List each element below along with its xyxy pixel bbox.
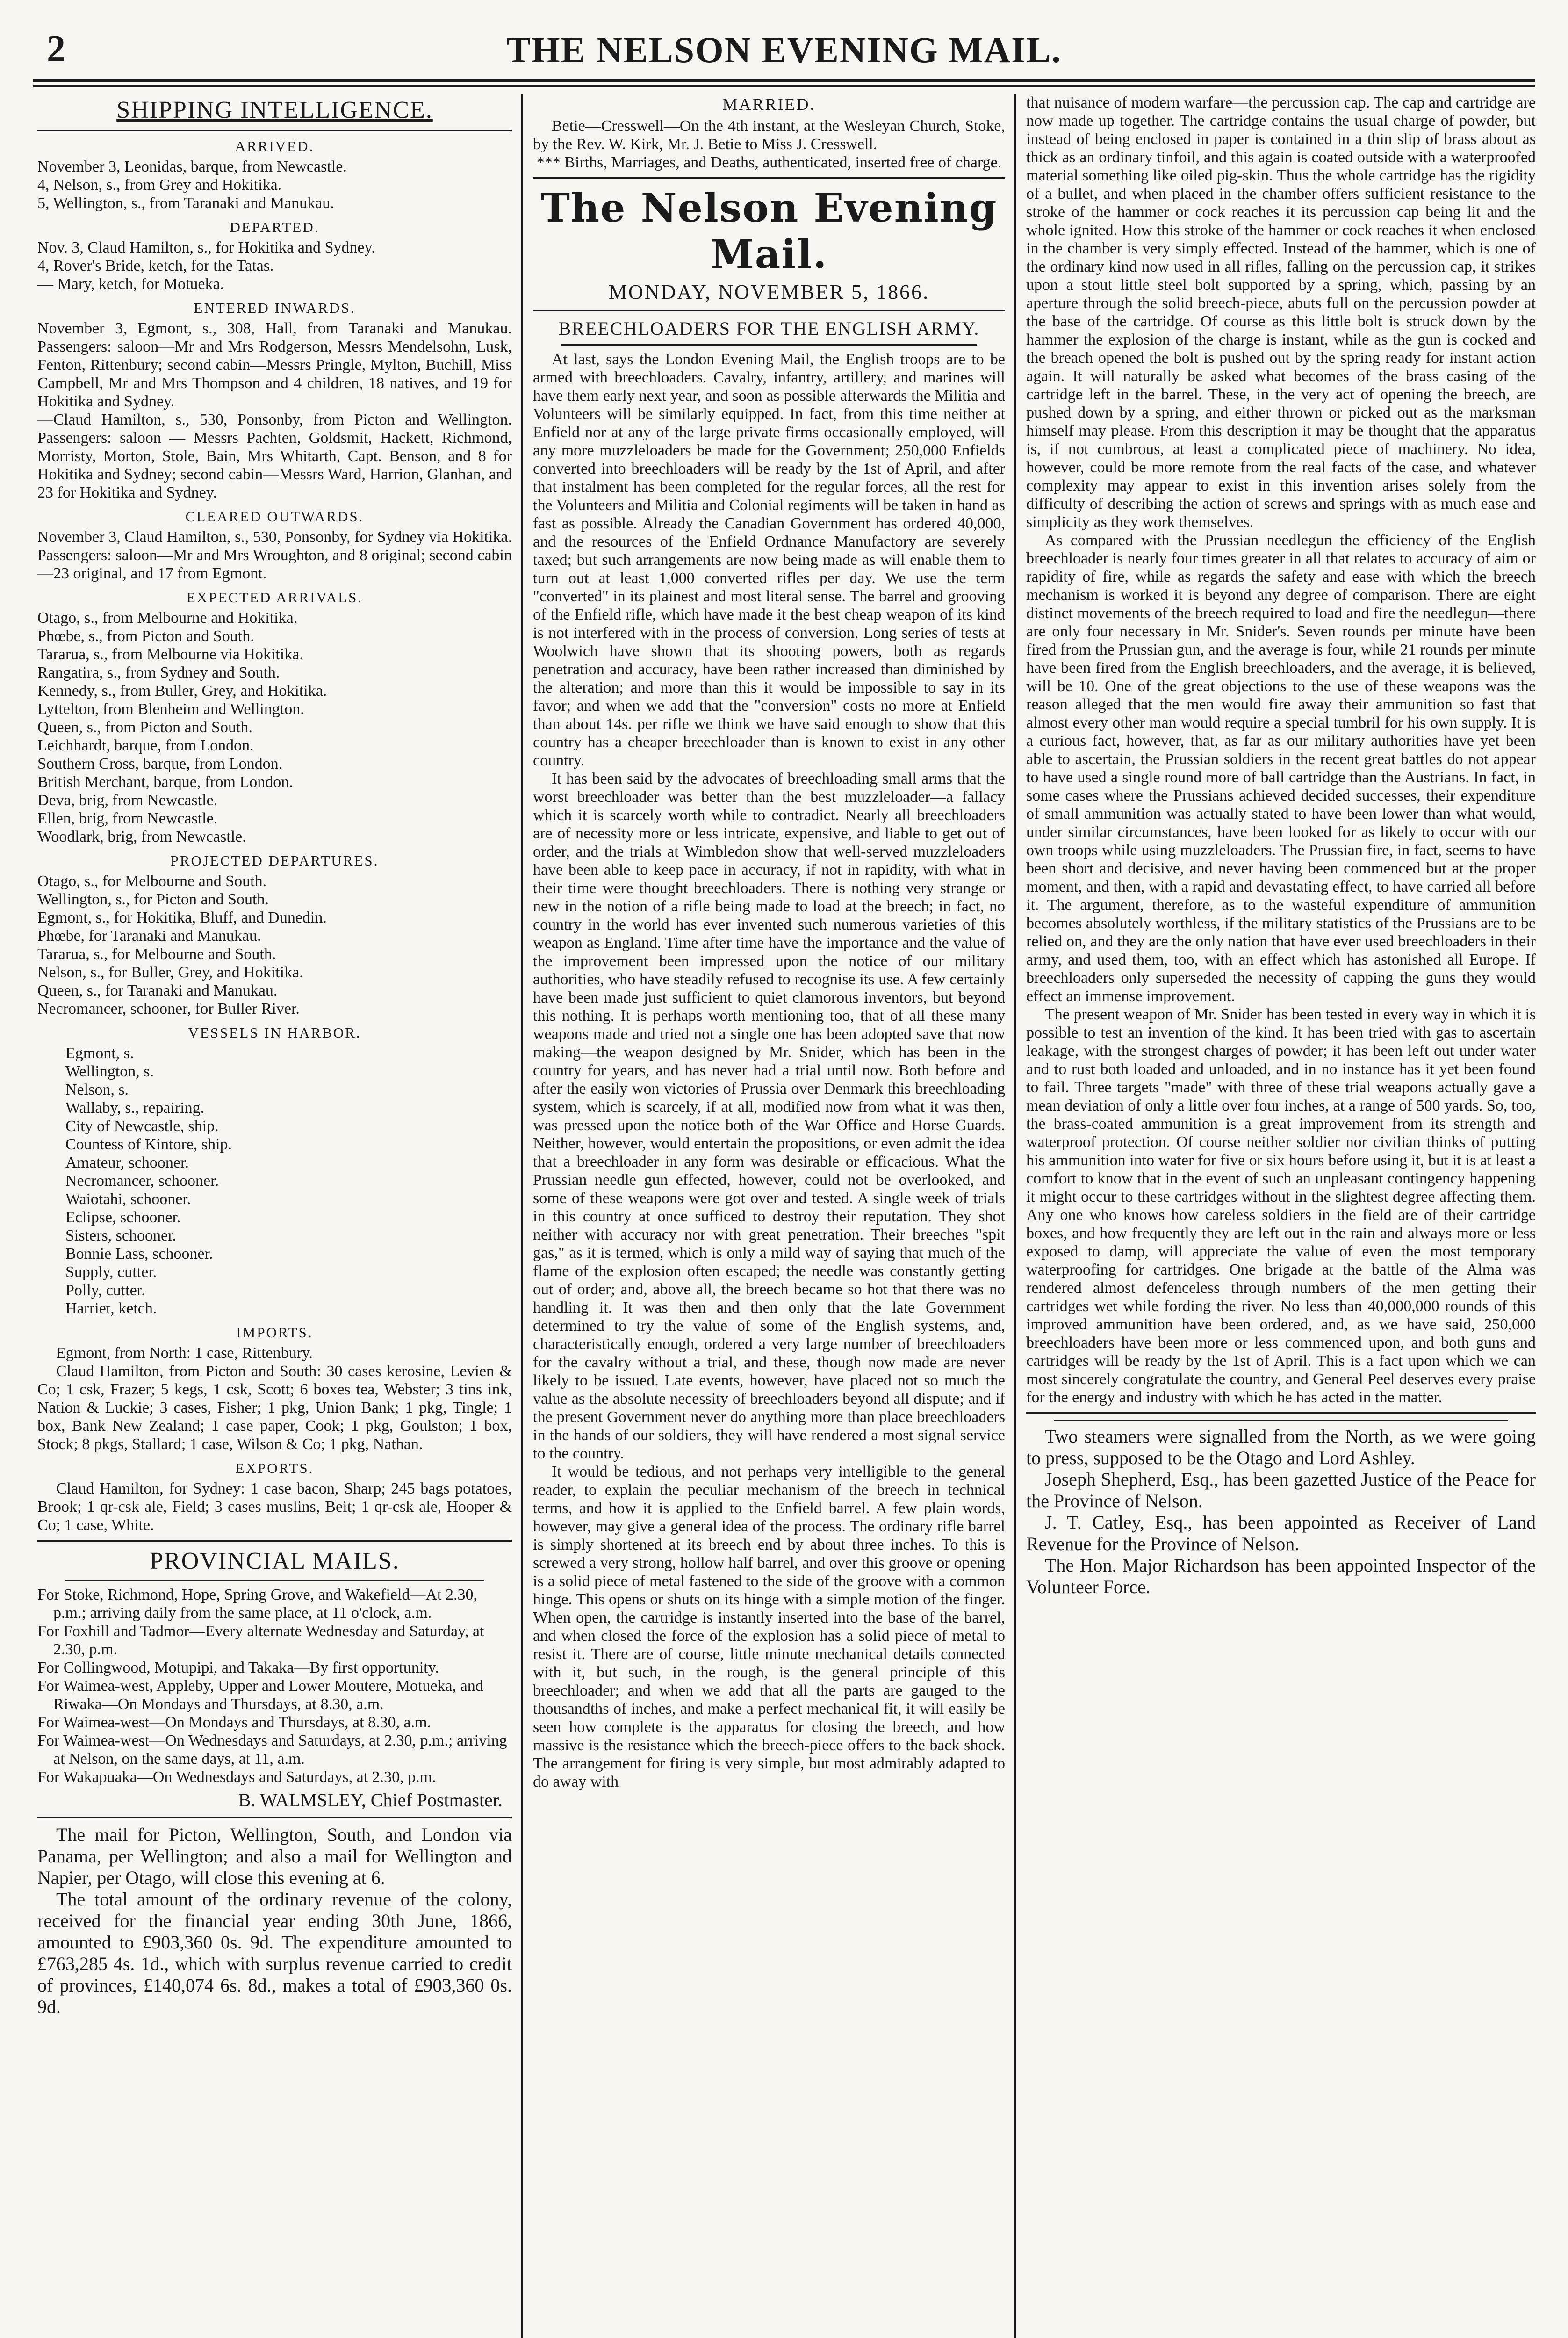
list-item: Queen, s., from Picton and South. <box>37 719 252 736</box>
divider <box>1026 1412 1536 1414</box>
divider <box>37 130 512 131</box>
cleared-heading: CLEARED OUTWARDS. <box>185 508 364 525</box>
list-item: 5, Wellington, s., from Taranaki and Manukau. <box>37 195 334 212</box>
list-item: Waiotahi, schooner. <box>65 1191 191 1208</box>
article-paragraph: As compared with the Prussian needlegun the efficiency of the English breechloader is nearly four times greater in all that relates to accuracy of aim or rapidity of fire, while as regards the safety and ease with which the breech mechanism is worked it is beyond any degree of comparison. There are eight distinct movements of the breech required to load and fire the needlegun—there are only four necessary in Mr. Snider's. Seven rounds per minute have been fired from the Prussian gun, and the average is four, while 21 rounds per minute have been fired from the English breechloaders, and the average, it is believed, will be 10. One of the great objections to the use of these weapons was the reason alleged that the men would fire away their ammunition so fast that almost every other man would require a special tumbril for his own supply. It is a curious fact, however, that, as far as our military authorities have yet been able to ascertain, the Prussian soldiers in the recent great battles do not appear to have used a single round more of ball cartridge than the Austrians. In fact, in some cases where the Prussians achieved decided successes, their expenditure of small ammunition was actually stated to have been lower than what would, under similar circumstances, have been looked for as likely to occur with our own troops while using muzzleloaders. The Prussian fire, in fact, seems to have been short and decisive, and never having been commenced but at the proper moment, and then, with a rapid and devastating effect, to have carried all before it. The argument, therefore, as to the wasteful expenditure of ammunition becomes absolutely worthless, if the military statistics of the Prussians are to be relied on, and they are the only nation that have ever used breechloaders in their army, and used them, too, with an effect which has astonished all Europe. If breechloaders only superseded the necessity of capping the guns they would effect an immense improvement. <box>1026 532 1536 1005</box>
divider <box>533 177 1005 179</box>
list-item: Nov. 3, Claud Hamilton, s., for Hokitika and Sydney. <box>37 239 375 256</box>
list-item: Nelson, s., for Buller, Grey, and Hokitika. <box>37 964 303 981</box>
projected-list <box>37 872 512 1018</box>
list-item: For Wakapuaka—On Wednesdays and Saturdays, at 2.30, p.m. <box>37 1768 436 1786</box>
list-item: For Foxhill and Tadmor—Every alternate Wednesday and Saturday, at 2.30, p.m. <box>37 1623 484 1658</box>
divider <box>37 1817 512 1818</box>
article-paragraph: The present weapon of Mr. Snider has been tested in every way in which it is possible to test an invention of the kind. It has been tried with gas to ascertain leakage, with the strongest charges of powder; it has been left out under water and to rust both loaded and unloaded, and in no instance has it yet been found to fail. Three targets "made" with three of these trial weapons actually gave a mean deviation of only a little over four inches, at a range of 500 yards. So, too, the brass-coated ammunition is a great improvement from its strength and waterproof protection. Of course neither soldier nor civilian thinks of putting his ammunition into water for five or six hours before using it, but it is at least a comfort to know that in the event of such an unpleasant contingency happening it might occur to these cartridges without in the slightest degree affecting them. Any one who knows how careless soldiers in the field are of their cartridge boxes, and how frequently they are left out in the rain and always more or less exposed to damp, will appreciate the value of even the most temporary waterproofing for cartridges. One brigade at the battle of the Alma was rendered almost defenceless through numbers of the men getting their cartridges wet while fording the river. No less than 40,000,000 rounds of this improved ammunition have been ordered, and, as we have said, 250,000 breechloaders have been more or less commenced upon, and both guns and cartridges will be ready by the 1st of April. This is a fact upon which we can most sincerely congratulate the country, and General Peel deserves every praise for the energy and industry with which he has acted in the matter. <box>1026 1006 1536 1406</box>
list-item: 4, Rover's Bride, ketch, for the Tatas. <box>37 257 274 274</box>
expected-list <box>37 609 512 846</box>
article-paragraph: It would be tedious, and not perhaps very intelligible to the general reader, to explain the peculiar mechanism of the breech in technical terms, and how it is applied to the Enfield barrel. A few plain words, however, may give a general idea of the process. The ordinary rifle barrel is simply shortened at its breech end by about three inches. To this is screwed a very strong, hollow half barrel, and over this groove or opening is a solid piece of metal fastened to the side of the groove with a common hinge. This opens or shuts on its hinge with a simple motion of the finger. When open, the cartridge is instantly inserted into the base of the barrel, and when closed the force of the explosion has a solid piece of metal to resist it. There are of course, little minute mechanical details connected with it, but such, in the rough, is the general principle of this breechloader; and when we add that all the parts are gauged to the thousandths of inches, and make a perfect mechanical fit, it will easily be seen how complete is the apparatus for closing the breech, and how massive is the resistance which the breech-piece offers to the back shock. The arrangement for firing is very simple, but most admirably adapted to do away with <box>533 1463 1005 1790</box>
vessels-heading: VESSELS IN HARBOR. <box>188 1025 361 1041</box>
departed-heading: DEPARTED. <box>230 219 320 235</box>
list-item: Egmont, s. <box>65 1045 134 1062</box>
list-item: Bonnie Lass, schooner. <box>65 1245 213 1263</box>
list-item: Eclipse, schooner. <box>65 1209 181 1226</box>
list-item: 4, Nelson, s., from Grey and Hokitika. <box>37 176 282 194</box>
header-rule <box>33 79 1535 82</box>
article-paragraph: that nuisance of modern warfare—the percussion cap. The cap and cartridge are now made up together. The cartridge contains the usual charge of powder, but instead of being enclosed in paper is contained in a thin slip of brass about as thick as an ordinary tinfoil, and this again is coated outside with a waterproofed material something like oiled pig-skin. Thus the whole cartridge has the rigidity of a bullet, and when placed in the chamber offers sufficient resistance to the stroke of the hammer or cock reaches it its percussion cap being lit and the whole ignited. How this stroke of the hammer or cock reaches it when enclosed in the chamber is very simply effected. Instead of the hammer, which is one of the ordinary kind now used in all rifles, falling on the percussion cap, it strikes upon a stout little steel bolt supported by a spring, which, passing by an aperture through the solid breech-piece, abuts full on the percussion powder at the base of the cartridge. Of course as this little bolt is struck down by the hammer the explosion of the charge is instant, while as the gun is cocked and the breach opened the bolt is pushed out by the spring ready for instant action again. It will naturally be asked what becomes of the brass casing of the cartridge left in the barrel. These, in the very act of opening the breech, are pushed down by a spring, and either thrown or picked out as the marksman himself may please. From this description it may be thought that the apparatus is, if not cumbrous, at least a complicated piece of machinery. No idea, however, could be more remote from the real facts of the case, and whatever complexity may appear to exist in this invention arises solely from the difficulty of describing the action of screws and springs with as much ease and simplicity as they work themselves. <box>1026 94 1536 531</box>
married-heading: MARRIED. <box>722 95 816 114</box>
list-item: Leichhardt, barque, from London. <box>37 737 254 754</box>
list-item: Ellen, brig, from Newcastle. <box>37 810 218 827</box>
list-item: Lyttelton, from Blenheim and Wellington. <box>37 700 304 718</box>
list-item: Wellington, s. <box>65 1063 154 1080</box>
article-paragraph: At last, says the London Evening Mail, the English troops are to be armed with breechloaders. Cavalry, infantry, artillery, and marines will have them early next year, and soon as possible afterwards the Militia and Volunteers will be similarly equipped. In fact, from this time neither at Enfield nor at any of the large private firms occasionally employed, will any more muzzleloaders be made for the Government; 250,000 Enfields converted into breechloaders will be ready by the 1st of April, and after that instalment has been completed for the regular forces, all the rest for the Volunteers and Militia and Colonial regiments will be taken in hand as fast as possible. Already the Canadian Government has ordered 40,000, and the resources of the Enfield Ordnance Manufactory are severely taxed; but such arrangements are now being made as will enable them to turn out at least 1,000 converted rifles per day. We use the term "converted" in its plainest and most literal sense. The barrel and grooving of the Enfield rifle, which have made it the best cheap weapon of its kind is not interfered with in the process of conversion. Long series of tests at Woolwich have shown that its shooting powers, both as regards penetration and accuracy, have been rather increased than diminished by the alteration; and more than this it would be impossible to say in its favor; and when we add that the "conversion" costs no more at Enfield than about 14s. per rifle we think we have said enough to show that this country has a cheaper breechloader than is known to exist in any other country. <box>533 351 1005 769</box>
list-item: Egmont, from North: 1 case, Rittenbury. <box>56 1344 313 1362</box>
news-item: The Hon. Major Richardson has been appointed Inspector of the Volunteer Force. <box>1026 1555 1536 1597</box>
list-item: Woodlark, brig, from Newcastle. <box>37 828 246 845</box>
list-item: Amateur, schooner. <box>65 1154 189 1171</box>
list-item: Supply, cutter. <box>65 1263 157 1281</box>
list-item: Necromancer, schooner. <box>65 1172 219 1190</box>
masthead-date: MONDAY, NOVEMBER 5, 1866. <box>608 281 930 303</box>
list-item: Wellington, s., for Picton and South. <box>37 891 269 908</box>
list-item: Egmont, s., for Hokitika, Bluff, and Dunedin. <box>37 909 327 926</box>
list-item: British Merchant, barque, from London. <box>37 773 293 791</box>
departed-list <box>37 238 512 293</box>
list-item: Tararua, s., for Melbourne and South. <box>37 945 276 963</box>
exports-heading: EXPORTS. <box>235 1460 314 1476</box>
projected-heading: PROJECTED DEPARTURES. <box>170 852 379 869</box>
list-item: Otago, s., for Melbourne and South. <box>37 873 267 890</box>
list-item: Harriet, ketch. <box>65 1300 157 1317</box>
news-item: The mail for Picton, Wellington, South, and London via Panama, per Wellington; and also a mail for Wellington and Napier, per Otago, will close this evening at 6. <box>37 1824 512 1888</box>
article-paragraph: It has been said by the advocates of breechloading small arms that the worst breechloader was better than the best muzzleloader—a fallacy which it is scarcely worth while to contradict. Nearly all breechloaders are of necessity more or less intricate, expensive, and liable to get out of order, and the trials at Wimbledon show that well-served muzzleloaders have been able to keep pace in accuracy, if not in rapidity, with what in their time were thought breechloaders. There is nothing very strange or new in the notion of a rifle being made to load at the breech; in fact, no country in the world has ever invented such numerous varieties of this weapon as England. Time after time have the importance and the value of the improvement been impressed upon the notice of our military authorities, who have steadily refused to recognise its use. A few certainly have been made just sufficient to quiet clamorous inventors, but beyond this nothing. It is perhaps worth mentioning too, that of all these many weapons made and tried not a single one has been adopted save that now making—the weapon designed by Mr. Snider, which has been in the country for years, and has never had a trial until now. Both before and after the easily won victories of Prussia over Denmark this breechloading system, which is scarcely, if at all, modified now from what it was then, was pressed upon the notice both of the War Office and Horse Guards. Neither, however, would entertain the propositions, or even admit the idea that a breechloader in any form was desirable or efficacious. What the Prussian needle gun effected, however, could not be overlooked, and some of these weapons were got over and tested. A single week of trials in this country at once sufficed to destroy their reputation. They shot neither with accuracy nor with great penetration. Their breeches "spit gas," as it is termed, which is only a mild way of saying that much of the flame of the explosion often escaped; the needle was constantly getting out of order; and, above all, the breech became so hot that there was no handling it. It was then and then only that the late Government determined to try the value of some of the English systems, and, characteristically enough, ordered a very large number of breechloaders for the cavalry without a trial, and these, though now made are never likely to be issued. Late events, however, have placed not so much the value as the absolute necessity of breechloaders beyond all dispute; and if the present Government never do anything more than place breechloaders in the hands of our soldiers, they will have rendered a most signal service to the country. <box>533 770 1005 1462</box>
list-item: For Waimea-west, Appleby, Upper and Lower Moutere, Motueka, and Riwaka—On Mondays and Thursdays, at 8.30, a.m. <box>37 1677 483 1713</box>
arrived-list <box>37 158 512 212</box>
news-item: Joseph Shepherd, Esq., has been gazetted Justice of the Peace for the Province of Nelson. <box>1026 1469 1536 1511</box>
column-2 <box>533 94 1005 2338</box>
list-item: November 3, Claud Hamilton, s., 530, Ponsonby, for Sydney via Hokitika. Passengers: saloon—Mr and Mrs Wroughton, and 8 original; second cabin—23 original, and 17 from Egmont. <box>37 528 512 582</box>
page-number: 2 <box>47 29 65 70</box>
imports-heading: IMPORTS. <box>236 1324 313 1341</box>
column-3 <box>1026 94 1536 2338</box>
married-notice: Betie—Cresswell—On the 4th instant, at the Wesleyan Church, Stoke, by the Rev. W. Kirk, Mr. J. Betie to Miss J. Cresswell. <box>533 117 1005 153</box>
expected-heading: EXPECTED ARRIVALS. <box>186 589 363 606</box>
list-item: For Waimea-west—On Mondays and Thursdays, at 8.30, a.m. <box>37 1714 432 1731</box>
list-item: For Collingwood, Motupipi, and Takaka—By first opportunity. <box>37 1659 439 1676</box>
header-rule-thin <box>33 85 1535 87</box>
list-item: Wallaby, s., repairing. <box>65 1099 205 1117</box>
list-item: Rangatira, s., from Sydney and South. <box>37 664 280 681</box>
shipping-title: SHIPPING INTELLIGENCE. <box>116 97 433 123</box>
divider <box>65 1580 484 1581</box>
news-item: The total amount of the ordinary revenue of the colony, received for the financial year ending 30th June, 1866, amounted to £903,360 0s. 9d. The expenditure amounted to £763,285 4s. 1d., which with surplus revenue carried to credit of provinces, £140,074 6s. 8d., makes a total of £903,360 0s. 9d. <box>37 1889 512 2017</box>
column-1 <box>37 94 512 2338</box>
list-item: Deva, brig, from Newcastle. <box>37 792 218 809</box>
list-item: Southern Cross, barque, from London. <box>37 755 283 772</box>
list-item: Sisters, schooner. <box>65 1227 177 1244</box>
list-item: Claud Hamilton, for Sydney: 1 case bacon, Sharp; 245 bags potatoes, Brook; 1 qr-csk ale, Field; 3 cases muslins, Beit; 1 qr-csk ale, Hooper & Co; 1 case, White. <box>37 1480 512 1534</box>
list-item: Kennedy, s., from Buller, Grey, and Hokitika. <box>37 682 327 700</box>
list-item: Otago, s., from Melbourne and Hokitika. <box>37 609 298 627</box>
divider <box>1054 1420 1508 1421</box>
list-item: Tararua, s., from Melbourne via Hokitika. <box>37 646 303 663</box>
arrived-heading: ARRIVED. <box>235 138 315 154</box>
vessels-list <box>37 1044 512 1318</box>
list-item: Phœbe, for Taranaki and Manukau. <box>37 927 261 945</box>
list-item: Necromancer, schooner, for Buller River. <box>37 1000 300 1017</box>
page-header <box>33 19 1535 74</box>
mails-title: PROVINCIAL MAILS. <box>150 1548 400 1574</box>
free-notice: *** Births, Marriages, and Deaths, authenticated, inserted free of charge. <box>536 154 1002 171</box>
news-item: J. T. Catley, Esq., has been appointed as Receiver of Land Revenue for the Province of Nelson. <box>1026 1512 1536 1554</box>
news-item: Two steamers were signalled from the North, as we were going to press, supposed to be the Otago and Lord Ashley. <box>1026 1426 1536 1468</box>
list-item: — Mary, ketch, for Motueka. <box>37 275 224 293</box>
list-item: For Waimea-west—On Wednesdays and Saturdays, at 2.30, p.m.; arriving at Nelson, on the same days, at 11, a.m. <box>37 1732 507 1768</box>
list-item: November 3, Leonidas, barque, from Newcastle. <box>37 158 347 175</box>
column-divider <box>1014 94 1016 2338</box>
newspaper-title: THE NELSON EVENING MAIL. <box>506 29 1062 70</box>
mails-list <box>37 1586 512 1786</box>
divider <box>37 1540 512 1542</box>
list-item: Claud Hamilton, from Picton and South: 30 cases kerosine, Levien & Co; 1 csk, Frazer; 5 kegs, 1 csk, Scott; 6 boxes tea, Webster; 3 tins ink, Nation & Luckie; 3 cases, Fisher; 1 pkg, Union Bank; 1 pkg, Tingle; 1 box, Bank New Zealand; 1 case paper, Cook; 1 pkg, Goulston; 1 box, Stock; 8 pkgs, Stallard; 1 case, Wilson & Co; 1 pkg, Nathan. <box>37 1363 512 1453</box>
divider <box>561 344 977 346</box>
column-divider <box>521 94 523 2338</box>
list-item: Queen, s., for Taranaki and Manukau. <box>37 982 278 999</box>
list-item: Countess of Kintore, ship. <box>65 1136 232 1153</box>
list-item: For Stoke, Richmond, Hope, Spring Grove, and Wakefield—At 2.30, p.m.; arriving daily from the same place, at 11 o'clock, a.m. <box>37 1586 477 1622</box>
entered-heading: ENTERED INWARDS. <box>194 300 356 316</box>
postmaster-signature: B. WALMSLEY, Chief Postmaster. <box>238 1790 503 1811</box>
list-item: City of Newcastle, ship. <box>65 1118 219 1135</box>
masthead-title: The Nelson Evening Mail. <box>540 185 998 277</box>
list-item: Nelson, s. <box>65 1081 129 1098</box>
list-item: Polly, cutter. <box>65 1282 145 1299</box>
list-item: —Claud Hamilton, s., 530, Ponsonby, from Picton and Wellington. Passengers: saloon — Messrs Pachten, Goldsmit, Hackett, Richmond, Morristy, Morton, Stole, Bain, Mrs Whitarth, Capt. Benson, and 8 for Hokitika and Sydney; second cabin—Messrs Ward, Harrion, Glanhan, and 23 for Hokitika and Sydney. <box>37 411 512 501</box>
list-item: November 3, Egmont, s., 308, Hall, from Taranaki and Manukau. Passengers: saloon—Mr and Mrs Rodgerson, Messrs Mendelsohn, Lusk, Fenton, Rittenbury; second cabin—Messrs Pringle, Mylton, Buchill, Miss Campbell, Mr and Mrs Thompson and 4 children, 18 natives, and 19 for Hokitika and Sydney. <box>37 320 512 410</box>
article-title: BREECHLOADERS FOR THE ENGLISH ARMY. <box>558 318 980 339</box>
list-item: Phœbe, s., from Picton and South. <box>37 628 254 645</box>
divider <box>533 310 1005 311</box>
